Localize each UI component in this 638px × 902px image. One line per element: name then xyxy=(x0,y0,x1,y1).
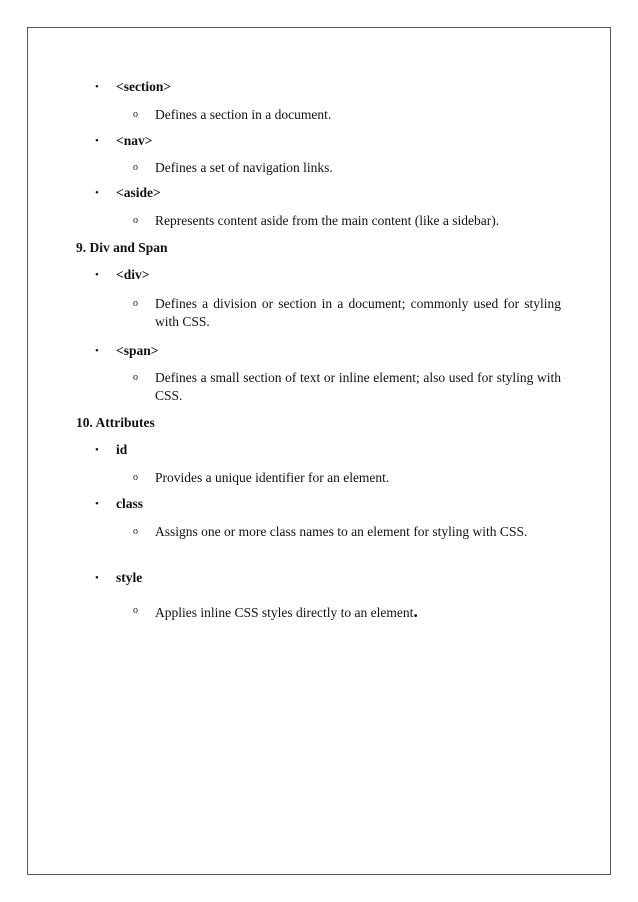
list-subitem xyxy=(133,106,561,124)
tag-label: id xyxy=(116,442,128,457)
bullet-marker: • xyxy=(95,572,99,584)
sub-marker: o xyxy=(133,372,138,383)
list-subitem xyxy=(133,212,561,230)
tag-label: <aside> xyxy=(116,185,161,200)
bullet-marker: • xyxy=(95,269,99,281)
tag-label: <section> xyxy=(116,79,172,94)
description-text: Represents content aside from the main content (like a sidebar). xyxy=(155,213,500,228)
sub-marker: o xyxy=(133,162,138,173)
list-subitem xyxy=(133,523,561,559)
bullet-marker: • xyxy=(95,135,99,147)
description-body: Applies inline CSS styles directly to an element xyxy=(155,605,414,620)
bullet-marker: • xyxy=(95,444,99,456)
sub-marker: o xyxy=(133,526,138,537)
bullet-marker: • xyxy=(95,81,99,93)
section-heading: 9. Div and Span xyxy=(76,240,168,255)
section-heading: 10. Attributes xyxy=(76,415,155,430)
trailing-period: . xyxy=(413,601,418,621)
sub-marker: o xyxy=(133,298,138,309)
bullet-marker: • xyxy=(95,187,99,199)
sub-marker: o xyxy=(133,215,138,226)
description-text: Provides a unique identifier for an element. xyxy=(155,470,390,485)
description-text: Defines a set of navigation links. xyxy=(155,160,333,175)
list-subitem xyxy=(133,602,561,622)
description-text xyxy=(155,602,561,622)
list-subitem xyxy=(133,159,561,177)
tag-label: class xyxy=(116,496,143,511)
bullet-marker: • xyxy=(95,498,99,510)
sub-marker: o xyxy=(133,472,138,483)
list-subitem xyxy=(133,295,561,331)
description-text: Defines a division or section in a document; commonly used for styling with CSS. xyxy=(155,296,561,329)
description-text: Defines a section in a document. xyxy=(155,107,332,122)
sub-marker: o xyxy=(133,109,138,120)
tag-label: style xyxy=(116,570,143,585)
description-text: Defines a small section of text or inline element; also used for styling with CSS. xyxy=(155,370,561,403)
bullet-marker: • xyxy=(95,345,99,357)
list-subitem xyxy=(133,469,561,487)
tag-label: <nav> xyxy=(116,133,153,148)
tag-label: <div> xyxy=(116,267,150,282)
sub-marker: o xyxy=(133,605,138,616)
description-text: Assigns one or more class names to an element for styling with CSS. xyxy=(155,524,528,539)
list-subitem xyxy=(133,369,561,405)
tag-label: <span> xyxy=(116,343,159,358)
